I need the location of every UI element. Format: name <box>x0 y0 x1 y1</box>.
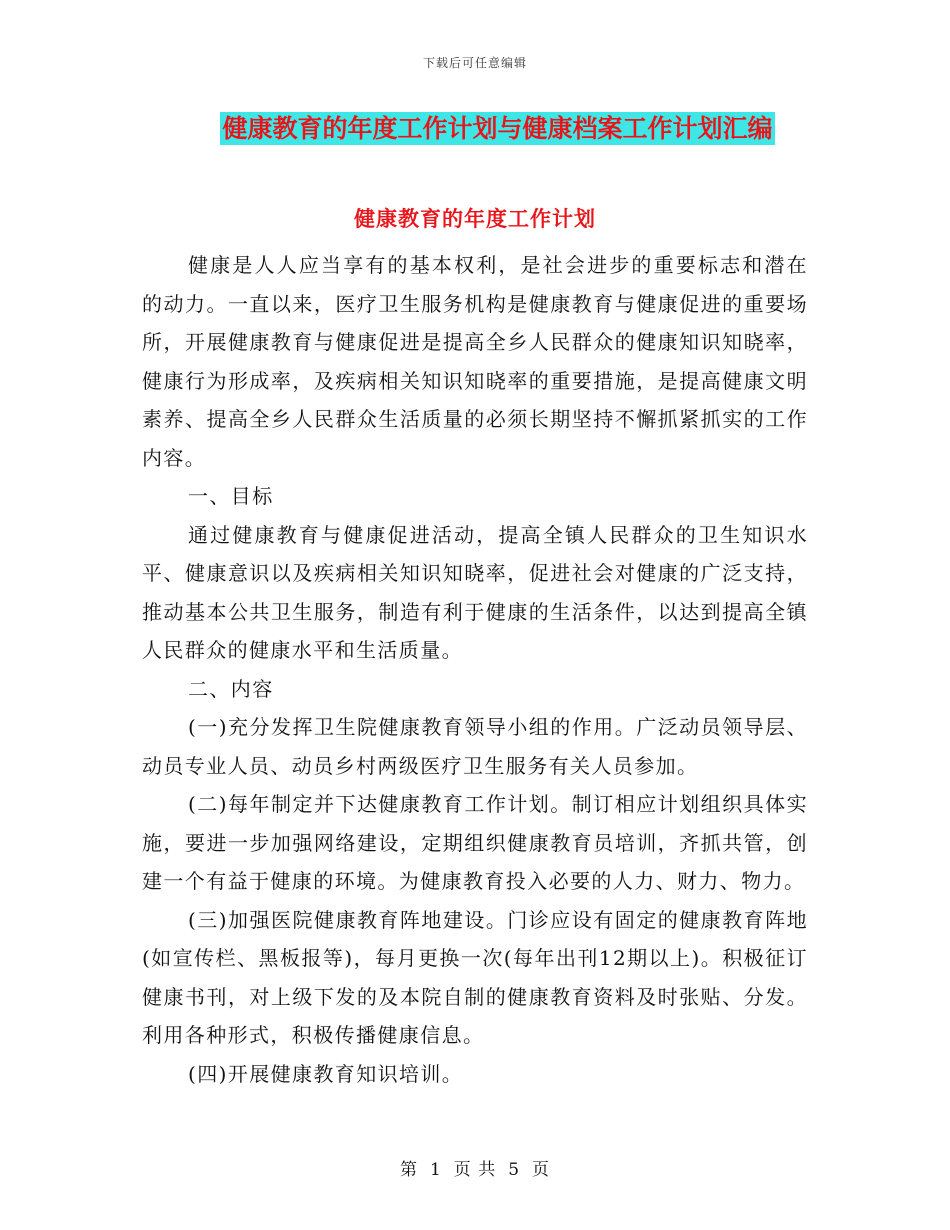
document-body <box>142 246 808 1093</box>
paragraph-item-4: (四)开展健康教育知识培训。 <box>188 1061 464 1086</box>
paragraph-item-1: (一)充分发挥卫生院健康教育领导小组的作用。广泛动员领导层、动员专业人员、动员乡村两级医疗卫生服务有关人员参加。 <box>142 715 808 778</box>
heading-goals: 一、目标 <box>188 484 274 508</box>
document-title-text: 健康教育的年度工作计划与健康档案工作计划汇编 <box>222 114 773 143</box>
heading-content: 二、内容 <box>188 676 274 701</box>
footer-total-pages: 5 <box>508 1160 521 1180</box>
paragraph-item-3: (三)加强医院健康教育阵地建设。门诊应设有固定的健康教育阵地(如宣传栏、黑板报等)，每月更换一次(每年出刊12期以上)。积极征订健康书刊，对上级下发的及本院自制的健康教育资料及时张贴、分发。利用各种形式，积极传播健康信息。 <box>142 907 808 1047</box>
footer-page-number: 1 <box>429 1160 442 1180</box>
paragraph-item-2: (二)每年制定并下达健康教育工作计划。制订相应计划组织具体实施，要进一步加强网络建设，定期组织健康教育员培训，齐抓共管，创建一个有益于健康的环境。为健康教育投入必要的人力、财力、物力。 <box>142 792 808 893</box>
page-footer <box>0 1155 950 1180</box>
paragraph-goals: 通过健康教育与健康促进活动，提高全镇人民群众的卫生知识水平、健康意识以及疾病相关知识知晓率，促进社会对健康的广泛支持，推动基本公共卫生服务，制造有利于健康的生活条件，以达到提高全镇人民群众的健康水平和生活质量。 <box>142 522 808 662</box>
footer-prefix: 第 <box>399 1160 418 1180</box>
section-title: 健康教育的年度工作计划 <box>354 206 596 231</box>
footer-middle: 页 共 <box>453 1160 497 1180</box>
paragraph-intro: 健康是人人应当享有的基本权利，是社会进步的重要标志和潜在的动力。一直以来，医疗卫生服务机构是健康教育与健康促进的重要场所，开展健康教育与健康促进是提高全乡人民群众的健康知识知晓率，健康行为形成率，及疾病相关知识知晓率的重要措施，是提高健康文明素养、提高全乡人民群众生活质量的必须长期坚持不懈抓紧抓实的工作内容。 <box>142 253 808 470</box>
footer-suffix: 页 <box>532 1160 551 1180</box>
header-note: 下载后可任意编辑 <box>422 56 527 70</box>
document-title <box>0 112 950 145</box>
